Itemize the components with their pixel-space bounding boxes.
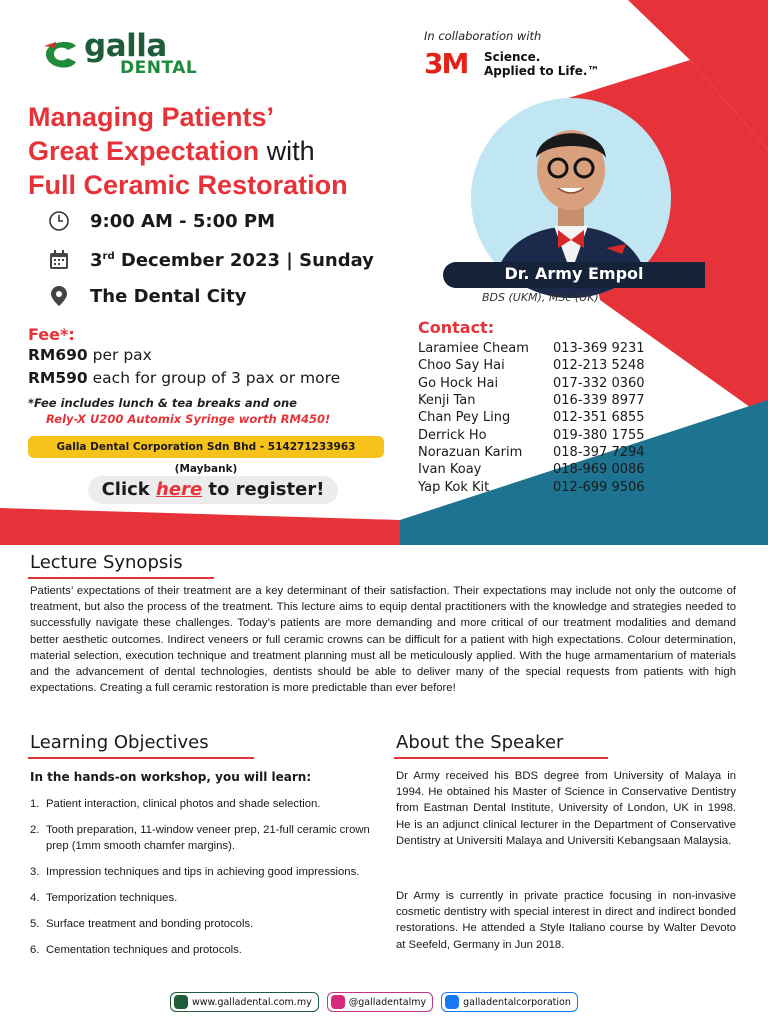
event-title [28, 100, 348, 202]
contact-row [418, 426, 645, 443]
objective-text: Cementation techniques and protocols. [46, 944, 242, 956]
speaker-credentials: BDS (UKM), MSc (UK) [482, 291, 599, 304]
collaboration-label: In collaboration with [424, 29, 542, 43]
contact-phone[interactable]: 012-699 9506 [553, 479, 645, 495]
galla-dental-logo [40, 28, 240, 83]
contact-name: Derrick Ho [418, 427, 487, 443]
objective-number: 3. [30, 866, 40, 878]
facebook-icon [445, 995, 459, 1009]
contact-row [418, 409, 645, 426]
objectives-underline [28, 757, 254, 759]
register-link[interactable]: here [156, 479, 203, 500]
logo-text-dental: DENTAL [120, 58, 198, 78]
contact-row [418, 357, 645, 374]
contact-phone[interactable]: 013-369 9231 [553, 341, 645, 357]
fee-line-1 [28, 346, 152, 364]
event-date-suffix: rd [102, 250, 115, 262]
facebook-link[interactable] [441, 992, 578, 1012]
contact-phone[interactable]: 018-969 0086 [553, 462, 645, 478]
objectives-list [30, 796, 375, 968]
event-date-rest: December 2023 | Sunday [114, 249, 374, 271]
logo-text-galla: galla [84, 28, 167, 64]
event-time: 9:00 AM - 5:00 PM [90, 210, 276, 232]
objective-number: 5. [30, 918, 40, 930]
location-pin-icon [48, 285, 70, 307]
objective-number: 2. [30, 824, 40, 836]
objective-text: Tooth preparation, 11-window veneer prep, 21-full ceramic crown prep (1mm smooth chamfer margins). [46, 824, 370, 852]
event-time-row [48, 210, 275, 232]
instagram-icon [331, 995, 345, 1009]
objective-item [30, 890, 375, 906]
objective-item [30, 942, 375, 958]
fee-heading: Fee*: [28, 325, 75, 344]
event-venue: The Dental City [90, 285, 247, 307]
register-button[interactable] [88, 476, 338, 504]
objective-text: Surface treatment and bonding protocols. [46, 918, 254, 930]
globe-icon [174, 995, 188, 1009]
objective-text: Patient interaction, clinical photos and shade selection. [46, 798, 321, 810]
synopsis-body: Patients’ expectations of their treatment are a key determinant of their satisfaction. Their expectations may include not only the outcome of treatment, but also the process of the treatment. This lecture aims to equip dental practitioners with the knowledge and strategies needed to successfully navigate these challenges. Today’s patients are more demanding and more critical of our treatment modalities and demand better aesthetic outcomes. Indirect veneers or full ceramic crowns can be difficult for a patient with high expectations. Colour determination, material selection, execution technique and treatment planning must all be meticulously applied. With the huge armamentarium of materials and the advancement of dental technologies, dentists should be able to deliver many of the special requests from patients with high expectations. Creating a full ceramic restoration is more predictable than ever before! [30, 585, 736, 695]
galla-logo-mark-icon [40, 34, 80, 74]
contact-row [418, 444, 645, 461]
objectives-intro: In the hands-on workshop, you will learn: [30, 770, 312, 784]
objective-item [30, 864, 375, 880]
event-date-row [48, 249, 374, 271]
contact-phone[interactable]: 017-332 0360 [553, 375, 645, 391]
objective-text: Impression techniques and tips in achieving good impressions. [46, 866, 360, 878]
fee-note-promo: Rely-X U200 Automix Syringe worth RM450! [46, 412, 331, 426]
contact-row [418, 392, 645, 409]
objective-number: 1. [30, 798, 40, 810]
footer-links [170, 992, 578, 1012]
title-line3: Full Ceramic Restoration [28, 170, 348, 200]
objective-number: 6. [30, 944, 40, 956]
contact-name: Norazuan Karim [418, 444, 523, 460]
register-post: to register! [202, 479, 325, 500]
3m-tagline-line2: Applied to Life.™ [484, 64, 600, 78]
facebook-text: galladentalcorporation [463, 996, 571, 1008]
contact-row [418, 478, 645, 495]
fee-line-2 [28, 369, 340, 387]
title-line2 [28, 134, 348, 168]
3m-logo: 3M [424, 47, 468, 80]
fee-amount-1: RM690 [28, 346, 88, 364]
contact-heading: Contact: [418, 318, 495, 337]
contact-name: Kenji Tan [418, 393, 476, 409]
contact-phone[interactable]: 018-397 7294 [553, 444, 645, 460]
3m-tagline [484, 50, 599, 78]
3m-tagline-line1: Science. [484, 50, 541, 64]
speaker-name: Dr. Army Empol [504, 264, 644, 283]
objective-number: 4. [30, 892, 40, 904]
instagram-text: @galladentalmy [348, 996, 427, 1008]
contact-phone[interactable]: 016-339 8977 [553, 393, 645, 409]
contact-name: Choo Say Hai [418, 358, 505, 374]
event-date-day: 3 [90, 249, 103, 271]
contact-name: Go Hock Hai [418, 375, 499, 391]
objective-text: Temporization techniques. [46, 892, 178, 904]
about-para-1: Dr Army received his BDS degree from University of Malaya in 1994. He obtained his Master of Science in Conservative Dentistry from Eastman Dental Institute, University of London, UK in 1998. He is an adjunct clinical lecturer in the Department of Conservative Dentistry at Universiti Malaya and Universiti Kebangsaan Malaysia. [396, 770, 736, 847]
contact-row [418, 461, 645, 478]
fee-text-1: per pax [87, 346, 152, 364]
synopsis-underline [28, 577, 214, 579]
event-venue-row [48, 285, 246, 307]
title-line2-red: Great Expectation [28, 136, 260, 166]
about-underline [394, 757, 608, 759]
website-link[interactable] [170, 992, 319, 1012]
about-para-2: Dr Army is currently in private practice focusing in non-invasive cosmetic dentistry with special interest in direct and indirect bonded restorations. He attended a Style Italiano course by Walter Devoto at Seefeld, Germany in Jun 2018. [396, 890, 736, 951]
contact-row [418, 340, 645, 357]
fee-text-2: each for group of 3 pax or more [87, 369, 341, 387]
bank-account-badge: Galla Dental Corporation Sdn Bhd - 514271233963 (Maybank) [28, 436, 384, 458]
instagram-link[interactable] [327, 992, 433, 1012]
calendar-icon [48, 249, 70, 271]
contact-name: Ivan Koay [418, 462, 482, 478]
register-pre: Click [101, 479, 157, 500]
contact-name: Chan Pey Ling [418, 410, 511, 426]
objectives-heading: Learning Objectives [30, 732, 209, 753]
objective-item [30, 916, 375, 932]
contact-row [418, 375, 645, 392]
fee-note: *Fee includes lunch & tea breaks and one [28, 396, 297, 410]
title-line1: Managing Patients’ [28, 102, 275, 132]
contact-phone[interactable]: 012-213 5248 [553, 358, 645, 374]
contact-phone[interactable]: 019-380 1755 [553, 427, 645, 443]
contact-phone[interactable]: 012-351 6855 [553, 410, 645, 426]
objective-item [30, 796, 375, 812]
objective-item [30, 822, 375, 854]
contact-name: Yap Kok Kit [418, 479, 490, 495]
website-text: www.galladental.com.my [192, 996, 312, 1008]
contact-list [418, 340, 645, 496]
contact-name: Laramiee Cheam [418, 341, 529, 357]
clock-icon [48, 210, 70, 232]
title-line2-dark: with [259, 136, 315, 166]
event-date [90, 250, 374, 271]
fee-amount-2: RM590 [28, 369, 88, 387]
synopsis-heading: Lecture Synopsis [30, 552, 183, 573]
about-heading: About the Speaker [396, 732, 564, 753]
